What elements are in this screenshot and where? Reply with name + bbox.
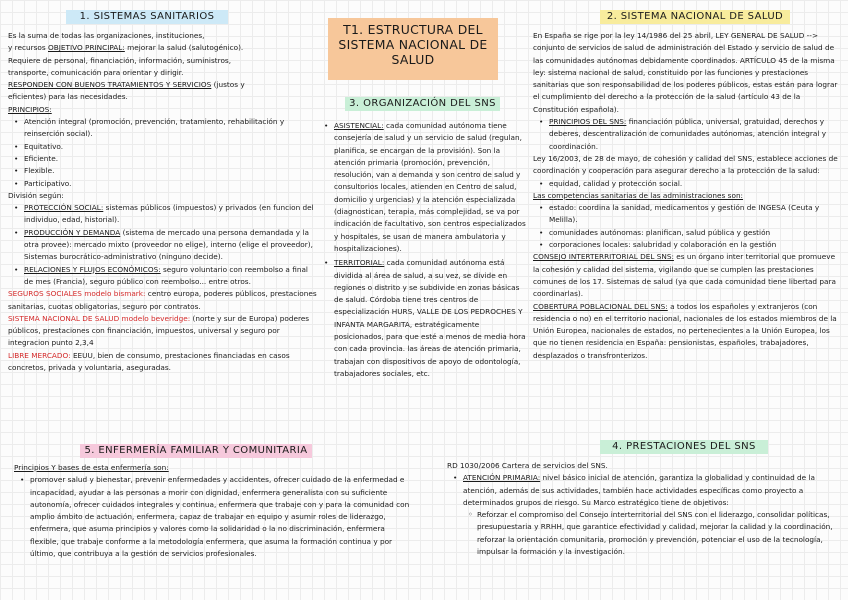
page-title: T1. ESTRUCTURA DEL SISTEMA NACIONAL DE SALUD [328,18,498,80]
list-item: • Atención integral (promoción, prevención, tratamiento, rehabilitación y reinserción social). [8,116,318,141]
division-label: División según: [8,190,64,200]
respond-line: eficientes) para las necesidades. [8,92,128,102]
section-3-body [318,120,526,380]
list-item: • estado: coordina la sanidad, medicamentos y gestión de INGESA (Ceuta y Melilla). [533,202,839,227]
objetivos-list [447,509,842,558]
organizacion-list [318,120,526,380]
consejo-text: CONSEJO INTERTERRITORIAL DEL SNS: es un órgano inter territorial que promueve la cohesión y calidad del sistema, vigilando que se cumplen las prestaciones comunes de los 17. Sistemas de salud (ya que cada comunidad tiene libertad para coordinarlas). [533,252,836,299]
list-item: • PRINCIPIOS DEL SNS: financiación pública, universal, gratuidad, derechos y deberes, descentralización de comunidades autónomas, atención integral y coordinación. [533,116,839,153]
list-item: • ATENCIÓN PRIMARIA: nivel básico inicial de atención, garantiza la globalidad y continuidad de la atención, además de sus actividades, también hace actividades específicas como proyecto a determinados grupos de riesgo. Su Marco estratégico tiene de objetivos: [447,472,842,509]
ley-16-text: Ley 16/2003, de 28 de mayo, de cohesión y calidad del SNS, establece acciones de coordinación y cooperación para asegurar derecho a la protección de la salud: [533,153,838,176]
ley-16-list [533,178,839,190]
competencias-label: Las competencias sanitarias de las administraciones son: [533,190,744,200]
list-item: • TERRITORIAL: cada comunidad autónoma está dividida al área de salud, a su vez, se divide en regiones o distrito y se subdivide en zonas básicas de salud. Córdoba tiene tres centros de especialización HURS, VALLE DE LOS PEDROCHES Y INFANTA MARGARITA, estratégicamente posicionados, para que esté a menos de media hora con cada provincia. las áreas de atención primaria, trabajan con dispositivos de apoyo de odontología, trabajadores sociales, etc. [318,257,526,380]
section-2-heading: 2. SISTEMA NACIONAL DE SALUD [600,10,790,24]
competencias-list [533,202,839,251]
list-item: • RELACIONES Y FLUJOS ECONÓMICOS: seguro voluntario con reembolso a final de mes (Francia), seguro público con reembolso... entre otros. [8,264,318,289]
section-3-heading: 3. ORGANIZACIÓN DEL SNS [345,97,500,111]
intro-line: Requiere de personal, financiación, información, suministros, [8,55,232,65]
respond-line: RESPONDEN CON BUENOS TRATAMIENTOS Y SERVICIOS (justos y [8,80,245,90]
section-4-heading: 4. PRESTACIONES DEL SNS [600,440,768,454]
principios-list [8,116,318,190]
section-2-body [533,30,839,362]
enfermeria-list [14,474,414,560]
intro-line: y recursos OBJETIVO PRINCIPAL: mejorar la salud (salutogénico). [8,43,244,53]
list-item: • Equitativo. [8,141,318,153]
prestaciones-list [447,472,842,509]
principios-label: PRINCIPIOS: [8,104,52,114]
list-item: • corporaciones locales: salubridad y colaboración en la gestión [533,239,839,251]
model-beveridge: SISTEMA NACIONAL DE SALUD modelo beveridge: (norte y sur de Europa) poderes públicos, prestaciones con financiación, impuestos, universal y seguro por integracion punto 2,3,4 [8,313,310,348]
section-4-body [447,460,842,558]
section-1-body [8,30,318,374]
list-item: ◦ Reforzar el compromiso del Consejo interterritorial del SNS con el liderazgo, consolidar políticas, presupuestaria y RRHH, que garantice efectividad y calidad, mejorar la calidad y la coordinación, reforzar la orientación comunitaria, promoción y prevención, potenciar el uso de la tecnología, impulsar la formación y la investigación. [447,509,842,558]
section-5-sub: Principios Y bases de esta enfermería son: [14,463,169,472]
intro-line: transporte, comunicación para orientar y dirigir. [8,67,184,77]
model-bismark: SEGUROS SOCIALES modelo bismark: centro europa, poderes públicos, prestaciones sanitarias, cuotas obligatorias, seguro por contratos. [8,289,317,311]
list-item: • Eficiente. [8,153,318,165]
section-1-heading: 1. SISTEMAS SANITARIOS [66,10,228,24]
list-item: • promover salud y bienestar, prevenir enfermedades y accidentes, ofrecer cuidado de la enfermedad e incapacidad, ayudar a las personas a morir con dignidad, enfermera generalista con su suficiente autonomía, ofrecer cuidados integrales y continua, enfermera que trabaje con y para la comunidad con amplio ámbito de actuación, enfermera, capaz de trabajar en equipo y asumir roles de liderazgo, enfermera, que asuma principios y valores como la solidaridad o la no discriminación, enfermera flexible, que trabaje conforme a la metodología enfermera, que asuma la formación continua y por último, que contribuya a la gestión de servicios profesionales. [14,474,414,560]
rd-text: RD 1030/2006 Cartera de servicios del SNS. [447,461,608,470]
division-list [8,202,318,288]
principios-sns-list [533,116,839,153]
ley-general-text: En España se rige por la ley 14/1986 del 25 abril, LEY GENERAL DE SALUD --> conjunto de servicios de salud de administración del Estado y servicio de salud de las comunidades autónomas debidamente coordinados. ARTÍCULO 45 de la misma ley: sistema nacional de salud, constituido por las funciones y prestaciones sanitarias que son responsabilidad de los poderes públicos, estas están para lograr el cumplimiento del derecho a la protección de la salud (artículo 43 de la Constitución española). [533,31,838,114]
list-item: • Participativo. [8,178,318,190]
cobertura-text: COBERTURA POBLACIONAL DEL SNS: a todos los españoles y extranjeros (con residencia o no) en el territorio nacional, nacionales de los estados miembros de la Unión Europea, nacionales de estados, no pertenecientes a la Unión Europea, los que no tienen residencia en España: pensionistas, españoles, trabajadores, desplazados o transfronterizos. [533,301,837,360]
section-5-heading: 5. ENFERMERÍA FAMILIAR Y COMUNITARIA [80,444,312,458]
list-item: • Flexible. [8,165,318,177]
list-item: • PROTECCIÓN SOCIAL: sistemas públicos (impuestos) y privados (en funcion del individuo, edad, historial). [8,202,318,227]
model-libre-mercado: LIBRE MERCADO: EEUU, bien de consumo, prestaciones financiadas en casos concretos, privada y voluntaria, aseguradas. [8,350,290,373]
section-5-body [14,462,414,560]
list-item: • PRODUCCIÓN Y DEMANDA (sistema de mercado una persona demandada y la otra provee): mercado mixto (proveedor no elige), interno (elige el proveedor), Sistemas burocrático-administrativo (ninguno decide). [8,227,318,264]
list-item: • equidad, calidad y protección social. [533,178,839,190]
list-item: • ASISTENCIAL: cada comunidad autónoma tiene consejería de salud y un servicio de salud (regulan, planifica, se encargan de la provisión). Son la atención primaria (promoción, prevención, resolución, van a demanda y son centro de salud y consultorios locales, atienden en Centro de salud, domicilio y urgencias) y la atención especializada (diagnostican, terapia, más complejidad, se va por indicación de facultativo, son centros especializados y hospitales, se usan de manera ambulatoria y hospitalizaciones). [318,120,526,255]
list-item: • comunidades autónomas: planifican, salud pública y gestión [533,227,839,239]
intro-line: Es la suma de todas las organizaciones, instituciones, [8,31,205,40]
